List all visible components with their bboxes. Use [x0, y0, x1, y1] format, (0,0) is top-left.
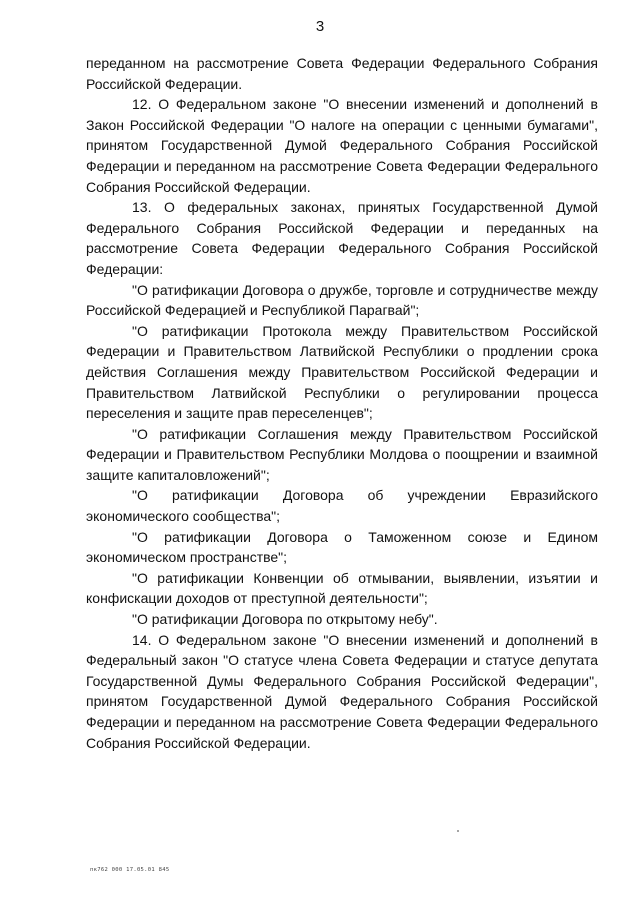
paragraph-item-14: 14. О Федеральном законе "О внесении изменений и дополнений в Федеральный закон "О статусе члена Совета Федерации и статусе депутата Государственной Думы Федерального Собрания Российской Федерации", принятом Государственной Думой Федерального Собрания Российской Федерации и переданном на рассмотрение Совета Федерации Федерального Собрания Российской Федерации.: [86, 631, 598, 751]
paragraph-law-paraguay: "О ратификации Договора о дружбе, торговле и сотрудничестве между Российской Федерацией и Республикой Парагвай";: [86, 281, 598, 319]
paragraph-continuation: переданном на рассмотрение Совета Федерации Федерального Собрания Российской Федерации.: [86, 55, 598, 92]
paragraph-item-12: 12. О Федеральном законе "О внесении изменений и дополнений в Закон Российской Федерации "О налоге на операции с ценными бумагами", принятом Государственной Думой Федерального Собрания Российской Федерации и переданном на рассмотрение Совета Федерации Федерального Собрания Российской Федерации.: [86, 96, 598, 195]
page-number: 3: [315, 18, 325, 35]
paragraph-law-moldova: "О ратификации Соглашения между Правительством Российской Федерации и Правительством Республики Молдова о поощрении и взаимной защите капиталовложений";: [86, 425, 598, 483]
paragraph-item-13: 13. О федеральных законах, принятых Государственной Думой Федерального Собрания Российской Федерации и переданных на рассмотрение Совета Федерации Федерального Собрания Российской Федерации:: [86, 199, 598, 277]
paragraph-law-customs-union: "О ратификации Договора о Таможенном союзе и Едином экономическом пространстве";: [86, 528, 598, 566]
document-body: [86, 53, 598, 753]
footer-document-code: пк762 000 17.05.01 845: [90, 867, 170, 873]
paragraph-law-convention: "О ратификации Конвенции об отмывании, выявлении, изъятии и конфискации доходов от преступной деятельности";: [86, 569, 598, 607]
paragraph-law-latvia: "О ратификации Протокола между Правительством Российской Федерации и Правительством Латвийской Республики о продлении срока действия Соглашения между Правительством Российской Федерации и Правительством Латвийской Республики о регулировании процесса переселения и защите прав переселенцев";: [86, 322, 598, 422]
paragraph-law-open-skies: "О ратификации Договора по открытому небу".: [132, 611, 438, 628]
scan-dot-mark: [457, 830, 459, 832]
paragraph-law-eurasian: "О ратификации Договора об учреждении Евразийского экономического сообщества";: [86, 487, 598, 525]
